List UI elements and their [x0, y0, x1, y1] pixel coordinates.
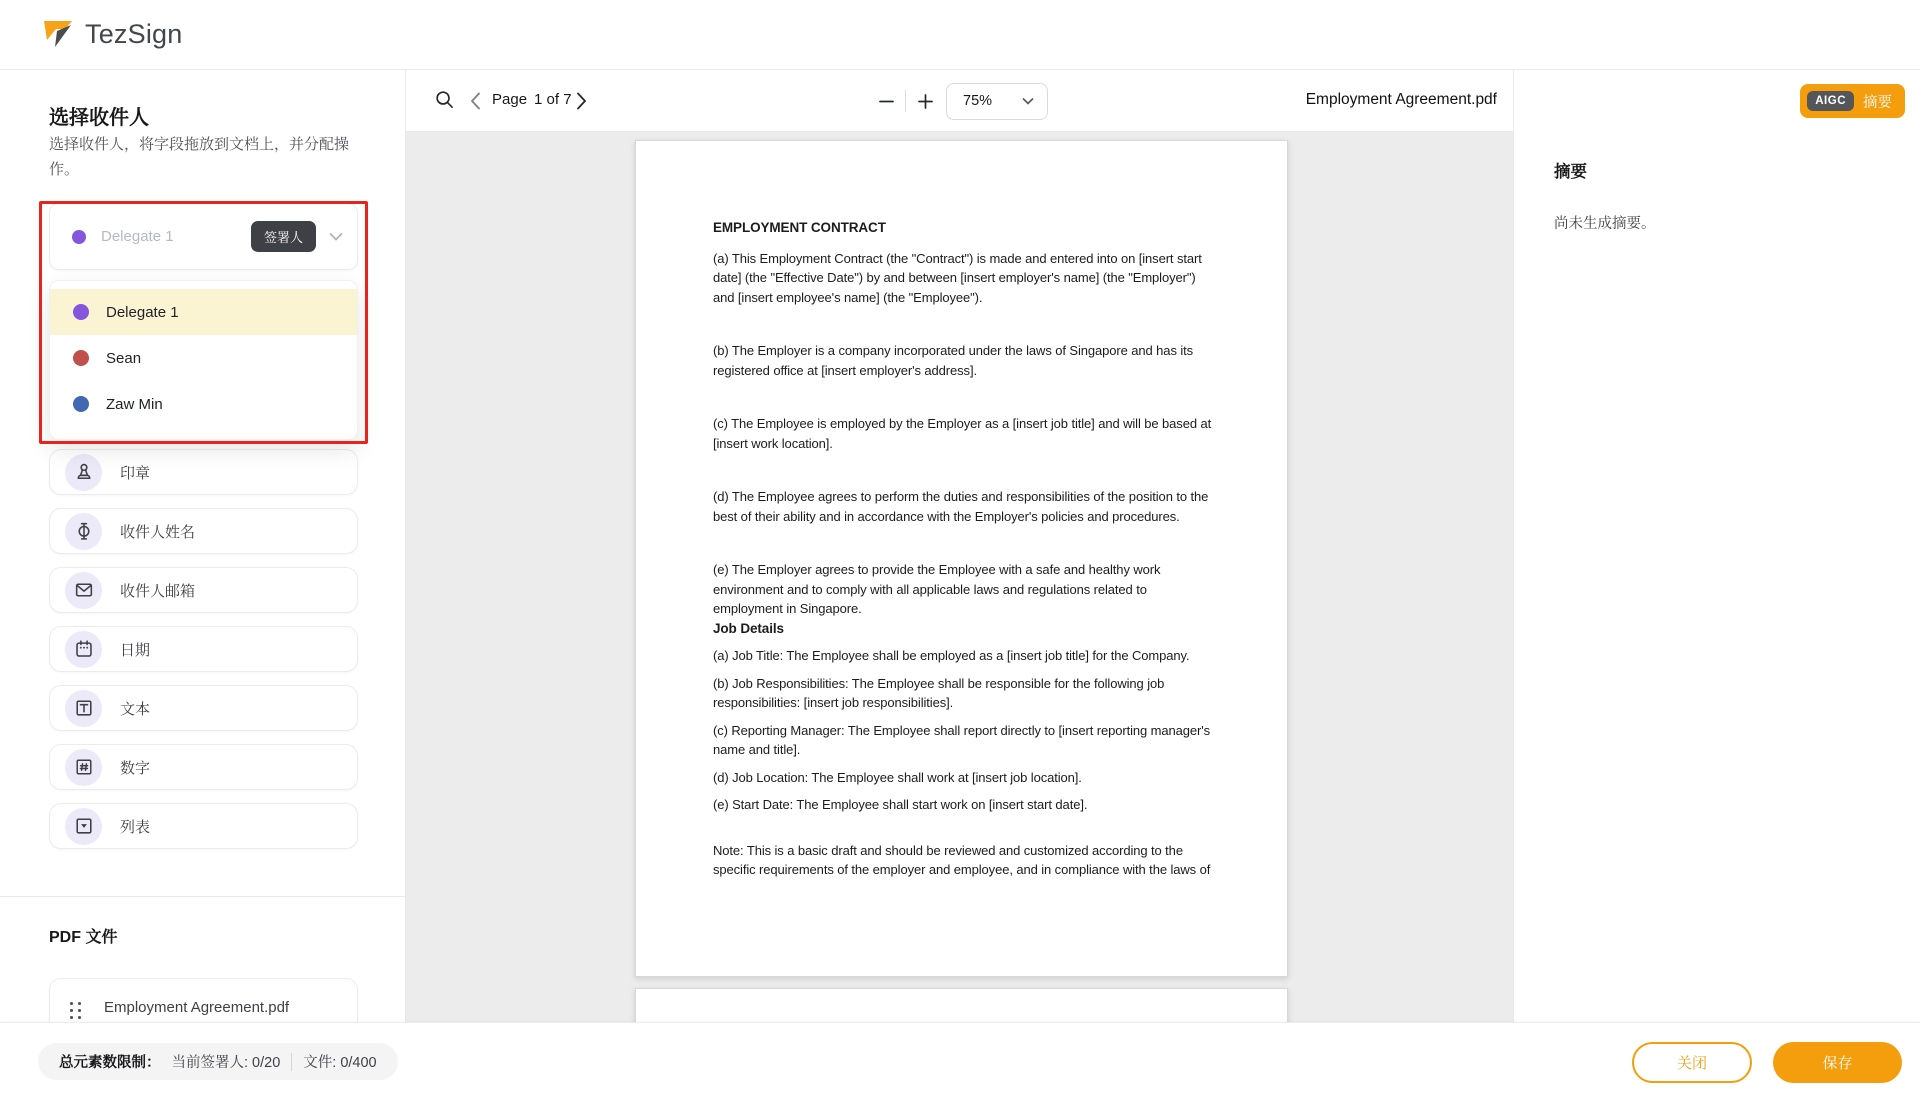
- signer-role-badge: 签署人: [251, 221, 316, 252]
- recipient-select-trigger[interactable]: [49, 203, 358, 270]
- sidebar-divider: [0, 896, 406, 897]
- recipient-option-delegate-1[interactable]: [50, 289, 357, 335]
- summary-empty-message: 尚未生成摘要。: [1554, 216, 1656, 232]
- contract-paragraph: (d) Job Location: The Employee shall work at [insert job location].: [713, 769, 1082, 785]
- recipient-color-dot: [73, 304, 89, 320]
- aigc-button-label: 摘要: [1863, 94, 1892, 111]
- recipient-color-dot: [73, 350, 89, 366]
- job-details-heading: Job Details: [713, 620, 784, 636]
- close-button[interactable]: 关闭: [1632, 1042, 1752, 1083]
- document-toolbar: [406, 70, 1513, 132]
- pdf-file-name: Employment Agreement.pdf: [104, 999, 290, 1016]
- signer-limit-value: 当前签署人: 0/20: [171, 1055, 281, 1071]
- recipient-option-label: Delegate 1: [106, 303, 179, 321]
- field-button-text[interactable]: [49, 685, 358, 731]
- field-label: 文本: [120, 700, 151, 718]
- contract-paragraph: (b) The Employer is a company incorporated under the laws of Singapore and has its registered office at [insert employer's address].: [713, 343, 1194, 378]
- page-indicator: [492, 91, 572, 108]
- contract-note: Note: This is a basic draft and should be reviewed and customized according to the specific requirements of the employer and employee, and in compliance with the laws of: [713, 842, 1211, 877]
- field-button-stamp[interactable]: [49, 449, 358, 495]
- zoom-out-button[interactable]: [876, 91, 896, 111]
- summary-title: 摘要: [1554, 163, 1587, 181]
- sidebar-title: 选择收件人: [49, 107, 149, 129]
- field-button-date[interactable]: [49, 626, 358, 672]
- number-icon: [65, 749, 102, 786]
- zoom-level-value: 75%: [963, 93, 993, 109]
- limit-label: 总元素数限制：: [59, 1055, 161, 1071]
- sidebar-subtitle: 选择收件人，将字段拖放到文档上，并分配操作。: [49, 136, 350, 178]
- brand-logo: [40, 17, 182, 53]
- field-button-recipient-name[interactable]: [49, 508, 358, 554]
- tezsign-logo-icon: [40, 17, 76, 53]
- contract-paragraph: (e) The Employer agrees to provide the Employee with a safe and healthy work environment and to comply with all applicable laws and regulations related to employment in Singapore.: [713, 562, 1161, 616]
- contract-paragraph: (d) The Employee agrees to perform the duties and responsibilities of the position to the best of their ability and in accordance with the Employer's policies and procedures.: [713, 489, 1209, 524]
- pdf-file-item[interactable]: [49, 978, 358, 1022]
- document-title: Employment Agreement.pdf: [1305, 91, 1497, 108]
- brand-name: TezSign: [85, 19, 183, 49]
- contract-paragraph: (a) This Employment Contract (the "Contract") is made and entered into on [insert start date] (the "Effective Date") by and between [insert employer's name] (the "Employer") and [insert employee's name] (the "Employee").: [713, 250, 1202, 305]
- summary-panel: [1513, 70, 1920, 1022]
- pdf-files-section-title: PDF 文件: [49, 929, 118, 946]
- recipient-color-dot: [73, 396, 89, 412]
- page-label: Page: [492, 91, 528, 108]
- recipient-sidebar: [0, 70, 406, 1022]
- contract-paragraph: (a) Job Title: The Employee shall be employed as a [insert job title] for the Company.: [713, 648, 1190, 663]
- save-button[interactable]: 保存: [1773, 1042, 1902, 1083]
- pdf-page-1[interactable]: [635, 140, 1288, 977]
- chevron-down-icon: [329, 232, 343, 241]
- recipient-dropdown-menu: [49, 280, 358, 440]
- limit-separator: [291, 1053, 292, 1071]
- search-icon[interactable]: [434, 89, 455, 110]
- pdf-viewer[interactable]: [406, 132, 1513, 1022]
- recipient-option-zaw-min[interactable]: [50, 381, 357, 427]
- recipient-option-label: Zaw Min: [106, 395, 163, 413]
- footer-bar: [0, 1022, 1920, 1100]
- contract-paragraph: (c) The Employee is employed by the Employer as a [insert job title] and will be based at [insert work location].: [713, 416, 1212, 451]
- pdf-page-content: [636, 141, 1287, 880]
- aigc-summary-button[interactable]: [1800, 84, 1905, 118]
- pdf-page-2[interactable]: [635, 988, 1288, 1022]
- calendar-icon: [65, 631, 102, 668]
- field-label: 收件人姓名: [120, 523, 196, 541]
- contract-paragraph: (c) Reporting Manager: The Employee shall report directly to [insert reporting manager's name and title].: [713, 722, 1211, 757]
- zoom-in-button[interactable]: [915, 91, 935, 111]
- list-icon: [65, 808, 102, 845]
- recipient-option-sean[interactable]: [50, 335, 357, 381]
- aigc-badge: AIGC: [1807, 91, 1854, 111]
- recipient-color-dot: [72, 230, 86, 244]
- recipient-option-label: Sean: [106, 349, 142, 367]
- text-icon: [65, 690, 102, 727]
- page-number: 1 of 7: [534, 91, 572, 108]
- field-buttons-list: [49, 449, 358, 862]
- contract-paragraph: (b) Job Responsibilities: The Employee shall be responsible for the following job responsibilities: [insert job responsibilities].: [713, 675, 1165, 710]
- zoom-separator: [905, 90, 906, 112]
- previous-page-button[interactable]: [470, 92, 481, 110]
- field-label: 印章: [120, 464, 151, 482]
- field-button-list[interactable]: [49, 803, 358, 849]
- field-button-number[interactable]: [49, 744, 358, 790]
- envelope-icon: [65, 572, 102, 609]
- contract-paragraph: (e) Start Date: The Employee shall start work on [insert start date].: [713, 797, 1088, 812]
- field-label: 数字: [120, 759, 151, 777]
- field-label: 列表: [120, 818, 151, 836]
- zoom-controls: [876, 70, 1048, 132]
- recipient-name-icon: [65, 513, 102, 550]
- contract-heading: EMPLOYMENT CONTRACT: [713, 220, 886, 235]
- element-limit-status: [38, 1043, 398, 1080]
- chevron-down-icon: [1022, 97, 1034, 105]
- top-header: [0, 0, 1920, 70]
- field-label: 收件人邮箱: [120, 582, 196, 600]
- stamp-icon: [65, 454, 102, 491]
- zoom-level-select[interactable]: [946, 83, 1048, 120]
- next-page-button[interactable]: [576, 92, 587, 110]
- field-label: 日期: [120, 641, 151, 659]
- file-limit-value: 文件: 0/400: [303, 1055, 377, 1071]
- drag-handle-icon[interactable]: [70, 1002, 82, 1020]
- field-button-recipient-email[interactable]: [49, 567, 358, 613]
- recipient-selected-label: Delegate 1: [101, 228, 174, 245]
